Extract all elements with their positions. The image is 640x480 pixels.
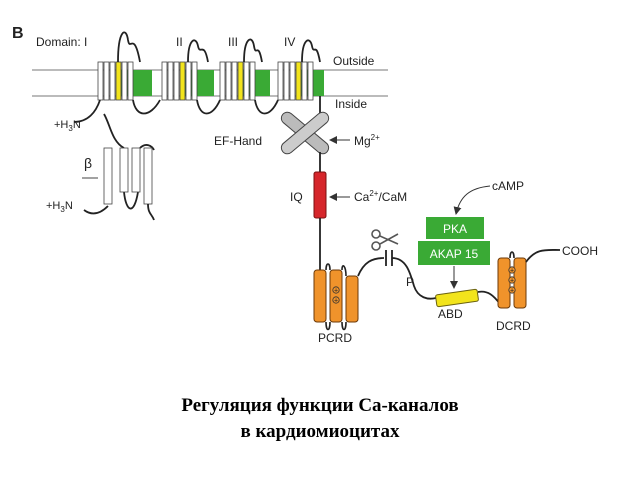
- pcrd-cleavage-linker: [358, 258, 384, 276]
- cooh-label: COOH: [562, 244, 598, 258]
- dcrd-cooh-linker: [526, 250, 560, 262]
- domain-label-ii: II: [176, 35, 183, 49]
- iq-domain: [314, 172, 326, 218]
- ef-hand-label: EF-Hand: [214, 134, 263, 148]
- camp-arrow: [456, 186, 490, 214]
- akap15-label: AKAP 15: [429, 247, 479, 261]
- scissors-icon: [372, 230, 398, 250]
- n-terminus-label-bottom: $+H_3N$: [46, 200, 73, 214]
- beta-subunit-label: β: [84, 155, 93, 171]
- mg-label: $Mg^{2+}$: [354, 133, 380, 148]
- domain-label-iv: IV: [284, 35, 296, 49]
- pcrd-plus-1: +: [333, 287, 339, 295]
- abd-dcrd-linker: [478, 292, 500, 304]
- ef-hand-motif: [279, 110, 331, 156]
- caption-line-2: в кардиомиоцитах: [240, 421, 400, 442]
- beta-subunit-tail: [148, 204, 154, 220]
- phospho-p-label: P: [406, 275, 415, 289]
- domain-label-i: Domain: I: [36, 35, 88, 49]
- abd-label: ABD: [438, 307, 463, 321]
- dcrd-plus-3: +: [509, 287, 515, 295]
- panel-letter: B: [12, 25, 24, 42]
- ca-cam-label: $Ca^{2+}$/CaM: [354, 189, 408, 204]
- caption-line-1: Регуляция функции Са-каналов: [181, 395, 459, 416]
- pcrd-plus-2: +: [333, 297, 339, 305]
- dcrd-plus-1: +: [509, 267, 515, 275]
- domain-label-iii: III: [228, 35, 239, 49]
- dcrd-plus-2: +: [509, 277, 515, 285]
- inside-label: Inside: [335, 97, 368, 111]
- iq-label: IQ: [290, 190, 303, 204]
- pka-label: PKA: [442, 222, 468, 236]
- camp-label: cAMP: [492, 179, 525, 193]
- beta-subunit: [84, 114, 154, 213]
- dcrd-label: DCRD: [496, 319, 531, 333]
- cleavage-site: [386, 250, 392, 266]
- pcrd-label: PCRD: [318, 331, 353, 345]
- n-terminus-label-top: $+H_3N$: [54, 119, 81, 133]
- outside-label: Outside: [333, 54, 375, 68]
- beta-subunit-helices: [104, 148, 152, 204]
- abd-domain: [435, 289, 478, 307]
